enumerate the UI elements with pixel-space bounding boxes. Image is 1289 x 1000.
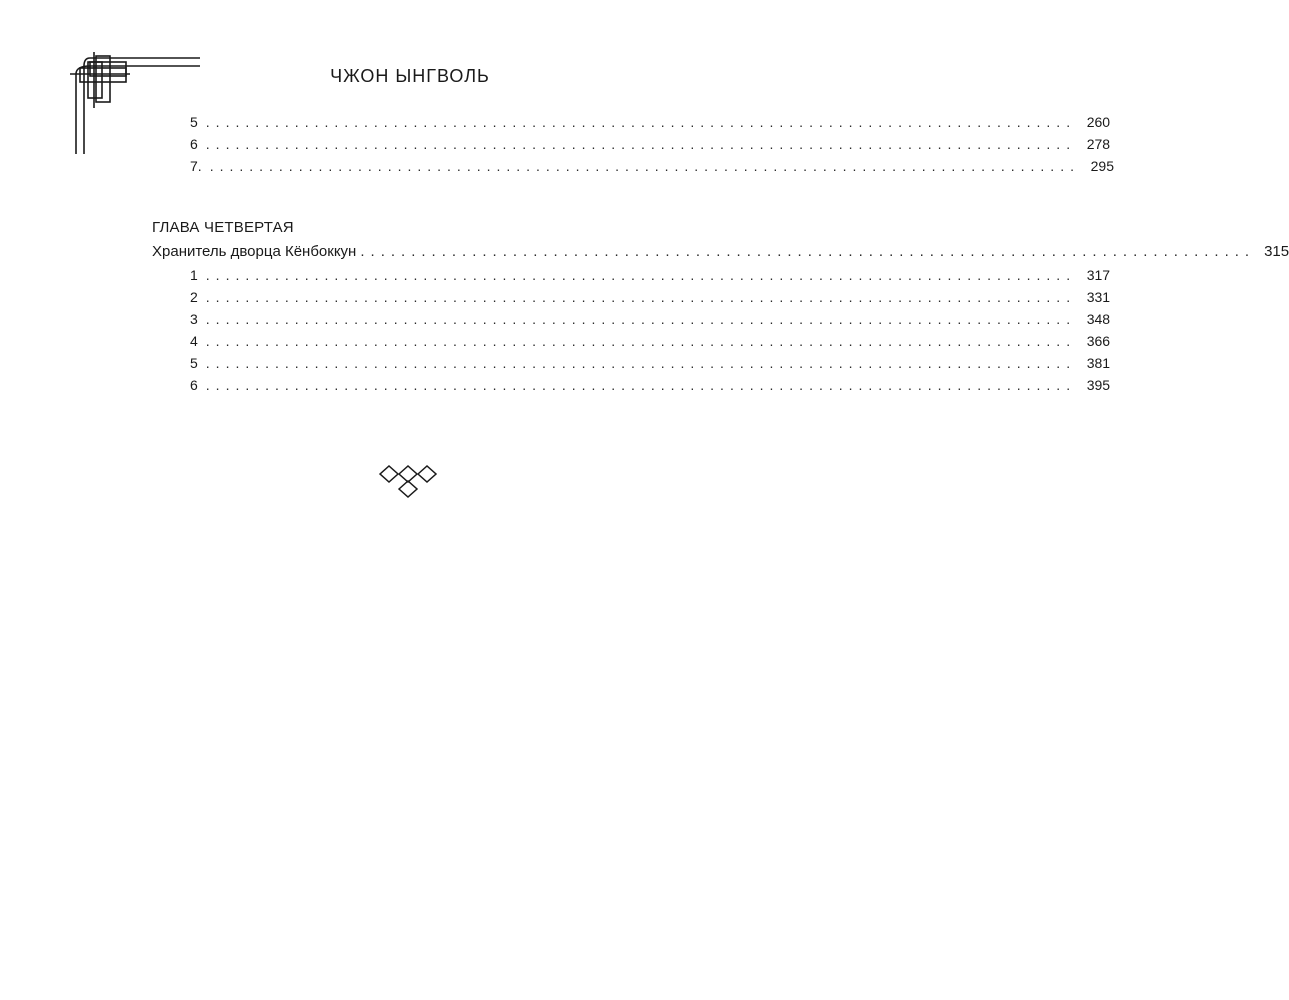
toc-chapter-title: Хранитель дворца Кёнбоккун — [152, 243, 357, 260]
dot-leader: ........................................................................................ — [205, 114, 1077, 130]
toc-entry-label: 1 — [190, 267, 198, 283]
toc-chapter-page: 315 — [1264, 243, 1289, 260]
toc-entry — [190, 156, 1114, 176]
toc-entry — [190, 112, 1111, 132]
chapter-heading: ГЛАВА ЧЕТВЕРТАЯ — [152, 219, 294, 236]
toc-entry-label: 7. — [190, 158, 202, 174]
running-head: ЧЖОН ЫНГВОЛЬ — [330, 66, 490, 86]
toc-entry-label: 5 — [190, 114, 198, 130]
toc-entry-page: 260 — [1086, 114, 1111, 130]
toc-entry-label: 3 — [190, 311, 198, 327]
toc-entry — [190, 134, 1111, 154]
dot-leader: ........................................................................................ — [205, 289, 1077, 305]
diamond-cluster-ornament-icon — [378, 464, 440, 500]
toc-chapter-title-entry — [152, 242, 1289, 262]
dot-leader: ........................................................................................ — [205, 333, 1077, 349]
toc-entry-page: 331 — [1086, 289, 1111, 305]
dot-leader: ........................................................................................ — [205, 136, 1077, 152]
dot-leader: ........................................................................................ — [360, 243, 1256, 260]
toc-entry-page: 381 — [1086, 355, 1111, 371]
toc-entry-page: 278 — [1086, 136, 1111, 152]
dot-leader: ........................................................................................ — [205, 311, 1077, 327]
toc-entry-label: 6 — [190, 136, 198, 152]
toc-entry-page: 395 — [1086, 377, 1111, 393]
dot-leader: ........................................................................................ — [205, 267, 1077, 283]
toc-entry-page: 295 — [1090, 158, 1114, 174]
toc-entry-label: 6 — [190, 377, 198, 393]
toc-entry — [190, 375, 1111, 395]
corner-knot-ornament-icon — [70, 52, 204, 158]
toc-entry — [190, 331, 1111, 351]
toc-entry-label: 2 — [190, 289, 198, 305]
toc-entry-label: 4 — [190, 333, 198, 349]
toc-entry — [190, 353, 1111, 373]
toc-entry — [190, 265, 1111, 285]
toc-entry — [190, 287, 1111, 307]
toc-entry-page: 348 — [1086, 311, 1111, 327]
toc-entry-label: 5 — [190, 355, 198, 371]
toc-entry-page: 317 — [1086, 267, 1111, 283]
dot-leader: ........................................................................................ — [209, 158, 1080, 174]
dot-leader: ........................................................................................ — [205, 377, 1077, 393]
toc-entry-page: 366 — [1086, 333, 1111, 349]
dot-leader: ........................................................................................ — [205, 355, 1077, 371]
toc-entry — [190, 309, 1111, 329]
